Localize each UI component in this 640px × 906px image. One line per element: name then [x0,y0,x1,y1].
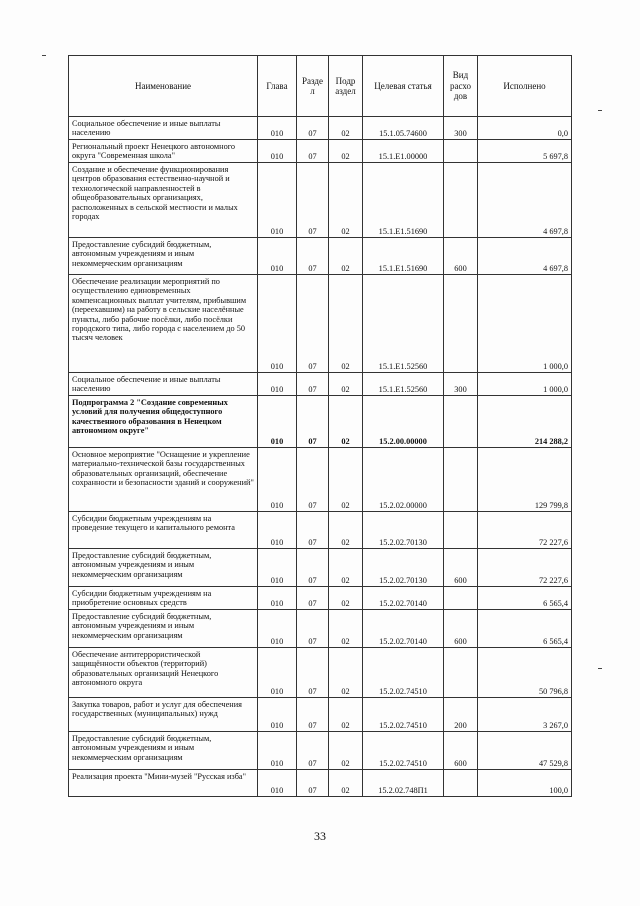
row-podrazdel: 02 [329,587,363,610]
header-glava: Глава [258,56,297,117]
row-name: Предоставление субсидий бюджетным, автономным учреждениям и иным некоммерческим организациям [69,732,258,770]
row-celevaya: 15.2.02.70130 [363,549,444,587]
table-row [69,770,572,797]
row-celevaya: 15.2.02.70140 [363,610,444,648]
row-amount: 72 227,6 [478,512,572,549]
row-vid [444,448,478,512]
row-amount: 129 799,8 [478,448,572,512]
row-amount: 6 565,4 [478,587,572,610]
row-vid: 600 [444,238,478,275]
row-vid [444,770,478,797]
row-vid: 600 [444,549,478,587]
table-row [69,732,572,770]
row-celevaya: 15.2.02.00000 [363,448,444,512]
row-celevaya: 15.2.02.70140 [363,587,444,610]
row-razdel: 07 [297,587,329,610]
row-amount: 47 529,8 [478,732,572,770]
row-razdel: 07 [297,610,329,648]
row-razdel: 07 [297,238,329,275]
row-celevaya: 15.2.02.70130 [363,512,444,549]
header-razdel: Разде л [297,56,329,117]
row-razdel: 07 [297,648,329,698]
row-celevaya: 15.1.05.74600 [363,117,444,140]
row-glava: 010 [258,396,297,448]
row-vid: 600 [444,732,478,770]
header-ispolneno: Исполнено [478,56,572,117]
expenditure-table [68,55,572,797]
row-celevaya: 15.1.E1.51690 [363,163,444,238]
row-vid [444,140,478,163]
row-name: Реализация проекта "Мини-музей "Русская изба" [69,770,258,797]
row-razdel: 07 [297,117,329,140]
table-row [69,512,572,549]
row-amount: 72 227,6 [478,549,572,587]
margin-tick [42,55,46,56]
row-podrazdel: 02 [329,396,363,448]
table-row [69,373,572,396]
row-glava: 010 [258,698,297,732]
row-amount: 4 697,8 [478,163,572,238]
row-razdel: 07 [297,732,329,770]
row-celevaya: 15.1.E1.00000 [363,140,444,163]
row-amount: 100,0 [478,770,572,797]
row-amount: 6 565,4 [478,610,572,648]
table-row [69,648,572,698]
row-celevaya: 15.2.00.00000 [363,396,444,448]
row-glava: 010 [258,448,297,512]
row-amount: 1 000,0 [478,373,572,396]
row-vid [444,512,478,549]
row-glava: 010 [258,610,297,648]
margin-tick [598,110,602,111]
row-podrazdel: 02 [329,238,363,275]
row-podrazdel: 02 [329,549,363,587]
row-podrazdel: 02 [329,770,363,797]
row-glava: 010 [258,732,297,770]
row-vid: 300 [444,373,478,396]
row-vid [444,648,478,698]
table-row [69,549,572,587]
row-glava: 010 [258,770,297,797]
row-podrazdel: 02 [329,648,363,698]
header-podrazdel: Подр аздел [329,56,363,117]
row-name: Подпрограмма 2 "Создание современных условий для получения общедоступного качественного образования в Ненецком автономном округе" [69,396,258,448]
row-name: Региональный проект Ненецкого автономного округа "Современная школа" [69,140,258,163]
row-celevaya: 15.2.02.74510 [363,648,444,698]
row-amount: 3 267,0 [478,698,572,732]
row-vid [444,275,478,373]
row-name: Субсидии бюджетным учреждениям на приобретение основных средств [69,587,258,610]
row-razdel: 07 [297,698,329,732]
row-amount: 4 697,8 [478,238,572,275]
row-podrazdel: 02 [329,512,363,549]
row-razdel: 07 [297,275,329,373]
table-row [69,396,572,448]
row-razdel: 07 [297,163,329,238]
row-celevaya: 15.1.E1.52560 [363,373,444,396]
row-razdel: 07 [297,512,329,549]
row-podrazdel: 02 [329,732,363,770]
row-glava: 010 [258,275,297,373]
row-vid [444,587,478,610]
row-podrazdel: 02 [329,140,363,163]
row-razdel: 07 [297,140,329,163]
row-celevaya: 15.2.02.74510 [363,732,444,770]
table-row [69,610,572,648]
row-podrazdel: 02 [329,698,363,732]
row-podrazdel: 02 [329,448,363,512]
table-row [69,698,572,732]
row-amount: 50 796,8 [478,648,572,698]
table-header-row [69,56,572,117]
row-vid: 600 [444,610,478,648]
row-razdel: 07 [297,448,329,512]
row-vid [444,163,478,238]
row-razdel: 07 [297,396,329,448]
row-glava: 010 [258,163,297,238]
row-podrazdel: 02 [329,117,363,140]
row-amount: 1 000,0 [478,275,572,373]
row-glava: 010 [258,587,297,610]
header-name: Наименование [69,56,258,117]
row-vid [444,396,478,448]
table-row [69,275,572,373]
row-razdel: 07 [297,770,329,797]
row-name: Обеспечение антитеррористической защищённости объектов (территорий) образовательных организаций Ненецкого автономного округа [69,648,258,698]
table-row [69,140,572,163]
row-name: Создание и обеспечение функционирования центров образования естественно-научной и технологической направленностей в общеобразовательных организациях, расположенных в сельской местности и малых городах [69,163,258,238]
row-glava: 010 [258,373,297,396]
row-glava: 010 [258,238,297,275]
table-row [69,448,572,512]
row-amount: 0,0 [478,117,572,140]
table-row [69,238,572,275]
header-vid: Вид расхо дов [444,56,478,117]
margin-tick [598,668,602,669]
row-glava: 010 [258,117,297,140]
row-celevaya: 15.1.E1.51690 [363,238,444,275]
row-vid: 300 [444,117,478,140]
row-name: Обеспечение реализации мероприятий по осуществлению единовременных компенсационных выплат учителям, прибывшим (переехавшим) на работу в сельские населённые пункты, либо рабочие посёлки, либо посёлки городского типа, либо города с населением до 50 тысяч человек [69,275,258,373]
header-celevaya: Целевая статья [363,56,444,117]
row-name: Предоставление субсидий бюджетным, автономным учреждениям и иным некоммерческим организациям [69,238,258,275]
table-row [69,117,572,140]
row-name: Предоставление субсидий бюджетным, автономным учреждениям и иным некоммерческим организациям [69,610,258,648]
row-amount: 5 697,8 [478,140,572,163]
row-name: Субсидии бюджетным учреждениям на проведение текущего и капитального ремонта [69,512,258,549]
row-podrazdel: 02 [329,163,363,238]
row-glava: 010 [258,648,297,698]
row-vid: 200 [444,698,478,732]
row-celevaya: 15.1.E1.52560 [363,275,444,373]
row-podrazdel: 02 [329,610,363,648]
row-celevaya: 15.2.02.748П1 [363,770,444,797]
row-glava: 010 [258,140,297,163]
row-name: Социальное обеспечение и иные выплаты населению [69,373,258,396]
page-number: 33 [314,829,326,843]
table-row [69,587,572,610]
row-podrazdel: 02 [329,275,363,373]
row-name: Социальное обеспечение и иные выплаты населению [69,117,258,140]
row-glava: 010 [258,512,297,549]
row-name: Закупка товаров, работ и услуг для обеспечения государственных (муниципальных) нужд [69,698,258,732]
table-row [69,163,572,238]
row-amount: 214 288,2 [478,396,572,448]
row-podrazdel: 02 [329,373,363,396]
row-razdel: 07 [297,549,329,587]
row-name: Основное мероприятие "Оснащение и укрепление материально-технической базы государственных образовательных организаций, обеспечение сохранности и безопасности зданий и сооружений" [69,448,258,512]
row-name: Предоставление субсидий бюджетным, автономным учреждениям и иным некоммерческим организациям [69,549,258,587]
row-glava: 010 [258,549,297,587]
row-razdel: 07 [297,373,329,396]
row-celevaya: 15.2.02.74510 [363,698,444,732]
